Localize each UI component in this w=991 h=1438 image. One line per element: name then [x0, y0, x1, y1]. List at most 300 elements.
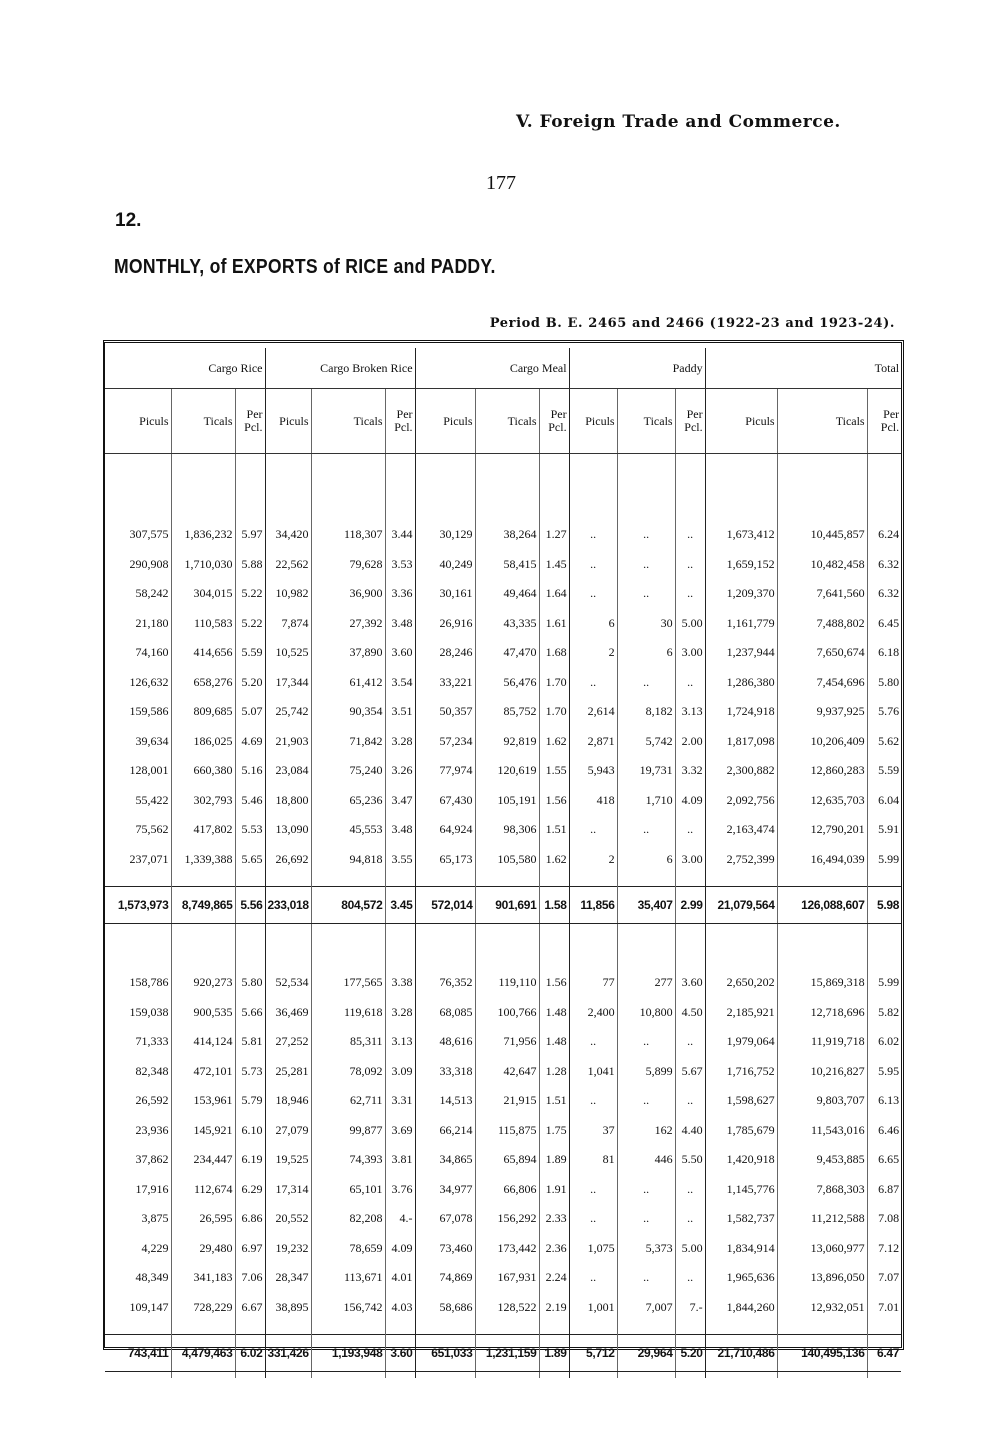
table-cell: 4.40	[675, 1116, 705, 1146]
table-row	[105, 520, 901, 550]
table-cell: 11,543,016	[777, 1116, 867, 1146]
table-cell: 1,075	[569, 1234, 617, 1264]
table-cell: 5.98	[867, 887, 901, 924]
table-cell: 73,460	[415, 1234, 475, 1264]
table-cell: 40,249	[415, 550, 475, 580]
spacer-row	[105, 454, 901, 521]
table-cell: 5.07	[235, 697, 265, 727]
table-cell: 3.45	[385, 887, 415, 924]
table-cell: ..	[675, 1027, 705, 1057]
table-cell: 5.73	[235, 1057, 265, 1087]
table-cell: 29,480	[171, 1234, 235, 1264]
table-cell: 728,229	[171, 1293, 235, 1323]
table-cell: 1,673,412	[705, 520, 777, 550]
table-cell: 66,214	[415, 1116, 475, 1146]
table-cell: 1,420,918	[705, 1145, 777, 1175]
table-cell: 804,572	[311, 887, 385, 924]
table-cell: 3.36	[385, 579, 415, 609]
table-cell: 3.81	[385, 1145, 415, 1175]
table-cell: 2	[569, 845, 617, 875]
table-cell: 3.44	[385, 520, 415, 550]
table-cell: 6.13	[878, 1093, 900, 1108]
table-cell: 58,686	[415, 1293, 475, 1323]
table-cell: 7.07	[878, 1270, 900, 1285]
table-number: 12.	[115, 210, 142, 231]
table-cell: 30,129	[415, 520, 475, 550]
table-cell: 3.69	[385, 1116, 415, 1146]
table-cell: 186,025	[171, 727, 235, 757]
table-cell: 3.00	[675, 638, 705, 668]
table-cell: 113,671	[311, 1263, 385, 1293]
table-row	[105, 609, 901, 639]
table-cell: ..	[569, 1027, 617, 1057]
table-cell: ..	[617, 815, 675, 845]
table-cell: 21,915	[475, 1086, 539, 1116]
table-cell: 237,071	[105, 845, 171, 875]
subheader-piculs: Piculs	[569, 389, 617, 454]
table-cell: ..	[675, 1263, 705, 1293]
table-cell: 8,182	[617, 697, 675, 727]
table-cell: 1.62	[539, 727, 569, 757]
table-cell: 6.47	[867, 1335, 901, 1372]
table-cell: 7,454,696	[777, 668, 867, 698]
table-cell: 1.61	[539, 609, 569, 639]
table-cell: 11,919,718	[777, 1027, 867, 1057]
subheader-piculs: Piculs	[415, 389, 475, 454]
table-cell: 17,314	[265, 1175, 311, 1205]
table-cell: 5.80	[878, 674, 900, 689]
table-cell: 5.53	[235, 815, 265, 845]
table-cell: ..	[569, 520, 617, 550]
table-cell: 50,357	[415, 697, 475, 727]
subheader-per-pcl: Per Pcl.	[675, 389, 705, 454]
table-cell: 90,354	[311, 697, 385, 727]
table-cell: 99,877	[311, 1116, 385, 1146]
table-cell: 85,311	[311, 1027, 385, 1057]
table-cell: 118,307	[311, 520, 385, 550]
table-cell: 33,318	[415, 1057, 475, 1087]
table-row	[105, 1175, 901, 1205]
table-cell: ..	[569, 1086, 617, 1116]
table-cell: 37,862	[105, 1145, 171, 1175]
table-cell: ..	[675, 520, 705, 550]
table-cell: 1,710,030	[171, 550, 235, 580]
table-cell: 1.28	[539, 1057, 569, 1087]
table-cell: 1,339,388	[171, 845, 235, 875]
table-cell: ..	[569, 550, 617, 580]
table-cell: 15,869,318	[777, 968, 867, 998]
table-cell: ..	[569, 1204, 617, 1234]
table-cell: 12,860,283	[777, 756, 867, 786]
table-cell: ..	[617, 668, 675, 698]
table-cell: 12,932,051	[777, 1293, 867, 1323]
table-cell: 1,145,776	[705, 1175, 777, 1205]
table-cell: 34,865	[415, 1145, 475, 1175]
table-cell: 1,844,260	[705, 1293, 777, 1323]
table-cell: ..	[675, 1204, 705, 1234]
table-cell: 7.12	[878, 1240, 900, 1255]
table-cell: 7,650,674	[777, 638, 867, 668]
table-cell: 2,400	[569, 998, 617, 1028]
table-cell: 156,742	[311, 1293, 385, 1323]
table-cell: 21,180	[105, 609, 171, 639]
table-cell: 98,306	[475, 815, 539, 845]
table-cell: 21,710,486	[705, 1335, 777, 1372]
table-cell: 153,961	[171, 1086, 235, 1116]
table-cell: 48,349	[105, 1263, 171, 1293]
subheader-per-pcl: Per Pcl.	[235, 389, 265, 454]
table-cell: 4,479,463	[171, 1335, 235, 1372]
table-cell: 3.55	[385, 845, 415, 875]
table-cell: 45,553	[311, 815, 385, 845]
table-cell: 62,711	[311, 1086, 385, 1116]
table-cell: 3.60	[385, 638, 415, 668]
table-cell: 23,936	[105, 1116, 171, 1146]
table-cell: 418	[569, 786, 617, 816]
table-cell: 472,101	[171, 1057, 235, 1087]
table-cell: 1.89	[539, 1335, 569, 1372]
table-cell: 22,562	[265, 550, 311, 580]
table-cell: 7,007	[617, 1293, 675, 1323]
table-row	[105, 727, 901, 757]
table-cell: 2,614	[569, 697, 617, 727]
table-cell: 19,731	[617, 756, 675, 786]
table-cell: 75,240	[311, 756, 385, 786]
table-cell: 25,742	[265, 697, 311, 727]
table-cell: 4.09	[385, 1234, 415, 1264]
table-cell: 6.45	[878, 615, 900, 630]
table-cell: 341,183	[171, 1263, 235, 1293]
table-cell: 2,752,399	[705, 845, 777, 875]
table-cell: 1,598,627	[705, 1086, 777, 1116]
table-cell: 82,348	[105, 1057, 171, 1087]
table-cell: 42,647	[475, 1057, 539, 1087]
table-cell: 1.70	[539, 697, 569, 727]
table-cell: 112,674	[171, 1175, 235, 1205]
table-cell: 21,903	[265, 727, 311, 757]
table-cell: ..	[569, 1175, 617, 1205]
table-cell: 58,415	[475, 550, 539, 580]
table-cell: 13,896,050	[777, 1263, 867, 1293]
table-cell: 658,276	[171, 668, 235, 698]
table-cell: 1.48	[539, 1027, 569, 1057]
table-cell: 48,616	[415, 1027, 475, 1057]
table-cell: 5.50	[675, 1145, 705, 1175]
table-cell: 3.28	[385, 727, 415, 757]
table-cell: 33,221	[415, 668, 475, 698]
table-cell: 81	[569, 1145, 617, 1175]
table-cell: ..	[675, 1086, 705, 1116]
table-cell: 5.65	[235, 845, 265, 875]
table-row	[105, 638, 901, 668]
table-cell: 743,411	[105, 1335, 171, 1372]
table-row	[105, 550, 901, 580]
table-cell: 3.26	[385, 756, 415, 786]
spacer-row	[105, 1372, 901, 1379]
table-cell: 3.31	[385, 1086, 415, 1116]
table-cell: 1,716,752	[705, 1057, 777, 1087]
table-cell: 6.24	[878, 527, 900, 542]
table-cell: 2.24	[539, 1263, 569, 1293]
group-total: Total	[705, 348, 901, 389]
table-cell: 61,412	[311, 668, 385, 698]
table-cell: 7,868,303	[777, 1175, 867, 1205]
table-cell: 10,525	[265, 638, 311, 668]
table-cell: 5.46	[235, 786, 265, 816]
table-cell: 3.28	[385, 998, 415, 1028]
subheader-ticals: Ticals	[617, 389, 675, 454]
table-cell: 417,802	[171, 815, 235, 845]
table-cell: 5.22	[235, 609, 265, 639]
table-cell: 6.29	[235, 1175, 265, 1205]
table-cell: 145,921	[171, 1116, 235, 1146]
table-cell: 1.45	[539, 550, 569, 580]
table-cell: ..	[675, 550, 705, 580]
subheader-piculs: Piculs	[265, 389, 311, 454]
table-cell: 105,580	[475, 845, 539, 875]
table-cell: 3.54	[385, 668, 415, 698]
table-cell: 3.09	[385, 1057, 415, 1087]
table-cell: ..	[617, 520, 675, 550]
table-cell: 414,124	[171, 1027, 235, 1057]
table-cell: 809,685	[171, 697, 235, 727]
table-cell: 74,393	[311, 1145, 385, 1175]
table-cell: 1,286,380	[705, 668, 777, 698]
table-cell: 10,206,409	[777, 727, 867, 757]
table-cell: 2.19	[539, 1293, 569, 1323]
table-cell: 5.00	[675, 609, 705, 639]
table-cell: 5,943	[569, 756, 617, 786]
table-cell: 27,252	[265, 1027, 311, 1057]
table-cell: 17,916	[105, 1175, 171, 1205]
table-cell: 100,766	[475, 998, 539, 1028]
table-cell: 36,900	[311, 579, 385, 609]
table-cell: 1.58	[539, 887, 569, 924]
table-cell: 1,193,948	[311, 1335, 385, 1372]
table-cell: 17,344	[265, 668, 311, 698]
table-cell: 92,819	[475, 727, 539, 757]
table-cell: 74,869	[415, 1263, 475, 1293]
table-cell: 1.48	[539, 998, 569, 1028]
table-cell: 39,634	[105, 727, 171, 757]
table-cell: 105,191	[475, 786, 539, 816]
table-cell: 47,470	[475, 638, 539, 668]
table-cell: ..	[675, 1175, 705, 1205]
table-cell: 4,229	[105, 1234, 171, 1264]
table-cell: 3.13	[385, 1027, 415, 1057]
table-cell: 173,442	[475, 1234, 539, 1264]
table-cell: 21,079,564	[705, 887, 777, 924]
table-row	[105, 668, 901, 698]
table-cell: 29,964	[617, 1335, 675, 1372]
table-cell: 18,800	[265, 786, 311, 816]
table-cell: 6.46	[878, 1122, 900, 1137]
table-cell: 3.51	[385, 697, 415, 727]
subheader-ticals: Ticals	[171, 389, 235, 454]
table-cell: 36,469	[265, 998, 311, 1028]
table-row	[105, 1057, 901, 1087]
table-row	[105, 845, 901, 875]
table-cell: 30	[617, 609, 675, 639]
period-caption: Period B. E. 2465 and 2466 (1922-23 and 1923-24).	[489, 316, 895, 331]
table-cell: 6.86	[235, 1204, 265, 1234]
table-cell: 2,871	[569, 727, 617, 757]
table-row	[105, 697, 901, 727]
table-cell: 66,806	[475, 1175, 539, 1205]
table-cell: 7,488,802	[777, 609, 867, 639]
table-cell: 4.69	[235, 727, 265, 757]
table-cell: 901,691	[475, 887, 539, 924]
table-cell: 119,110	[475, 968, 539, 998]
table-cell: 1.55	[539, 756, 569, 786]
table-cell: 6.04	[878, 792, 900, 807]
table-cell: 6.67	[235, 1293, 265, 1323]
table-cell: 25,281	[265, 1057, 311, 1087]
table-cell: 37,890	[311, 638, 385, 668]
table-cell: 4.09	[675, 786, 705, 816]
table-row	[105, 998, 901, 1028]
table-cell: 2	[569, 638, 617, 668]
table-cell: 68,085	[415, 998, 475, 1028]
table-cell: 65,236	[311, 786, 385, 816]
table-cell: 28,347	[265, 1263, 311, 1293]
table-row	[105, 1116, 901, 1146]
table-cell: 5.99	[878, 975, 900, 990]
table-cell: 1.27	[539, 520, 569, 550]
table-cell: 67,430	[415, 786, 475, 816]
table-cell: 128,001	[105, 756, 171, 786]
subheader-row	[105, 389, 901, 454]
table-cell: ..	[569, 668, 617, 698]
group-header-row	[105, 348, 901, 389]
table-cell: 77	[569, 968, 617, 998]
table-cell: 5.59	[878, 763, 900, 778]
table-cell: 1,836,232	[171, 520, 235, 550]
table-cell: 2,300,882	[705, 756, 777, 786]
table-cell: 1.68	[539, 638, 569, 668]
table-cell: 126,632	[105, 668, 171, 698]
table-cell: 5.56	[235, 887, 265, 924]
table-cell: 71,842	[311, 727, 385, 757]
table-cell: 2.33	[539, 1204, 569, 1234]
table-cell: 1,817,098	[705, 727, 777, 757]
table-cell: 5.91	[878, 822, 900, 837]
subheader-per-pcl: Per Pcl.	[539, 389, 569, 454]
subheader-per-pcl: Per Pcl.	[867, 389, 901, 454]
table-row	[105, 1263, 901, 1293]
table-cell: 76,352	[415, 968, 475, 998]
table-cell: 35,407	[617, 887, 675, 924]
table-cell: 660,380	[171, 756, 235, 786]
table-cell: 3.48	[385, 815, 415, 845]
table-cell: ..	[617, 1027, 675, 1057]
table-cell: ..	[617, 579, 675, 609]
table-cell: 900,535	[171, 998, 235, 1028]
table-cell: 12,790,201	[777, 815, 867, 845]
table-cell: 5.81	[235, 1027, 265, 1057]
table-cell: 6.65	[878, 1152, 900, 1167]
table-cell: 78,659	[311, 1234, 385, 1264]
table-cell: 5.67	[675, 1057, 705, 1087]
table-cell: 34,420	[265, 520, 311, 550]
table-cell: 26,692	[265, 845, 311, 875]
table-cell: 10,800	[617, 998, 675, 1028]
table-cell: 6	[569, 609, 617, 639]
table-cell: 3,875	[105, 1204, 171, 1234]
table-cell: 159,038	[105, 998, 171, 1028]
table-cell: 9,937,925	[777, 697, 867, 727]
table-cell: 3.76	[385, 1175, 415, 1205]
table-cell: 414,656	[171, 638, 235, 668]
table-cell: 572,014	[415, 887, 475, 924]
table-cell: 1,209,370	[705, 579, 777, 609]
table-cell: 1.64	[539, 579, 569, 609]
table-cell: 2.00	[675, 727, 705, 757]
table-cell: 16,494,039	[777, 845, 867, 875]
table-cell: 119,618	[311, 998, 385, 1028]
subheader-piculs: Piculs	[705, 389, 777, 454]
table-cell: 2.99	[675, 887, 705, 924]
table-cell: 1,041	[569, 1057, 617, 1087]
table-cell: 49,464	[475, 579, 539, 609]
table-cell: 28,246	[415, 638, 475, 668]
table-cell: 57,234	[415, 727, 475, 757]
table-cell: 4.01	[385, 1263, 415, 1293]
table-cell: 158,786	[105, 968, 171, 998]
table-cell: 64,924	[415, 815, 475, 845]
table-cell: 5.20	[235, 668, 265, 698]
table-cell: 3.53	[385, 550, 415, 580]
table-cell: 109,147	[105, 1293, 171, 1323]
table-row	[105, 579, 901, 609]
table-cell: ..	[675, 579, 705, 609]
table-cell: 75,562	[105, 815, 171, 845]
table-cell: 10,445,857	[777, 520, 867, 550]
table-cell: 12,635,703	[777, 786, 867, 816]
table-cell: 331,426	[265, 1335, 311, 1372]
table-cell: 5,373	[617, 1234, 675, 1264]
table-cell: 7,874	[265, 609, 311, 639]
table-cell: 5.99	[878, 851, 900, 866]
table-cell: 71,956	[475, 1027, 539, 1057]
table-title: MONTHLY, of EXPORTS of RICE and PADDY.	[114, 256, 496, 278]
table-cell: 277	[617, 968, 675, 998]
table-cell: 1.56	[539, 968, 569, 998]
table-cell: 6.32	[878, 586, 900, 601]
table-cell: 5.82	[878, 1004, 900, 1019]
table-row	[105, 756, 901, 786]
table-cell: ..	[617, 550, 675, 580]
table-cell: 1.75	[539, 1116, 569, 1146]
table-cell: 34,977	[415, 1175, 475, 1205]
table-cell: 9,803,707	[777, 1086, 867, 1116]
table-cell: 3.38	[385, 968, 415, 998]
table-cell: 7.-	[675, 1293, 705, 1323]
table-cell: 167,931	[475, 1263, 539, 1293]
table-cell: 12,718,696	[777, 998, 867, 1028]
table-cell: 6	[617, 845, 675, 875]
subheader-ticals: Ticals	[777, 389, 867, 454]
spacer-row	[105, 924, 901, 969]
table-row	[105, 1204, 901, 1234]
table-cell: 74,160	[105, 638, 171, 668]
table-cell: 1,979,064	[705, 1027, 777, 1057]
table-cell: 10,216,827	[777, 1057, 867, 1087]
table-cell: 3.32	[675, 756, 705, 786]
table-cell: 67,078	[415, 1204, 475, 1234]
table-cell: 1,834,914	[705, 1234, 777, 1264]
table-cell: 78,092	[311, 1057, 385, 1087]
